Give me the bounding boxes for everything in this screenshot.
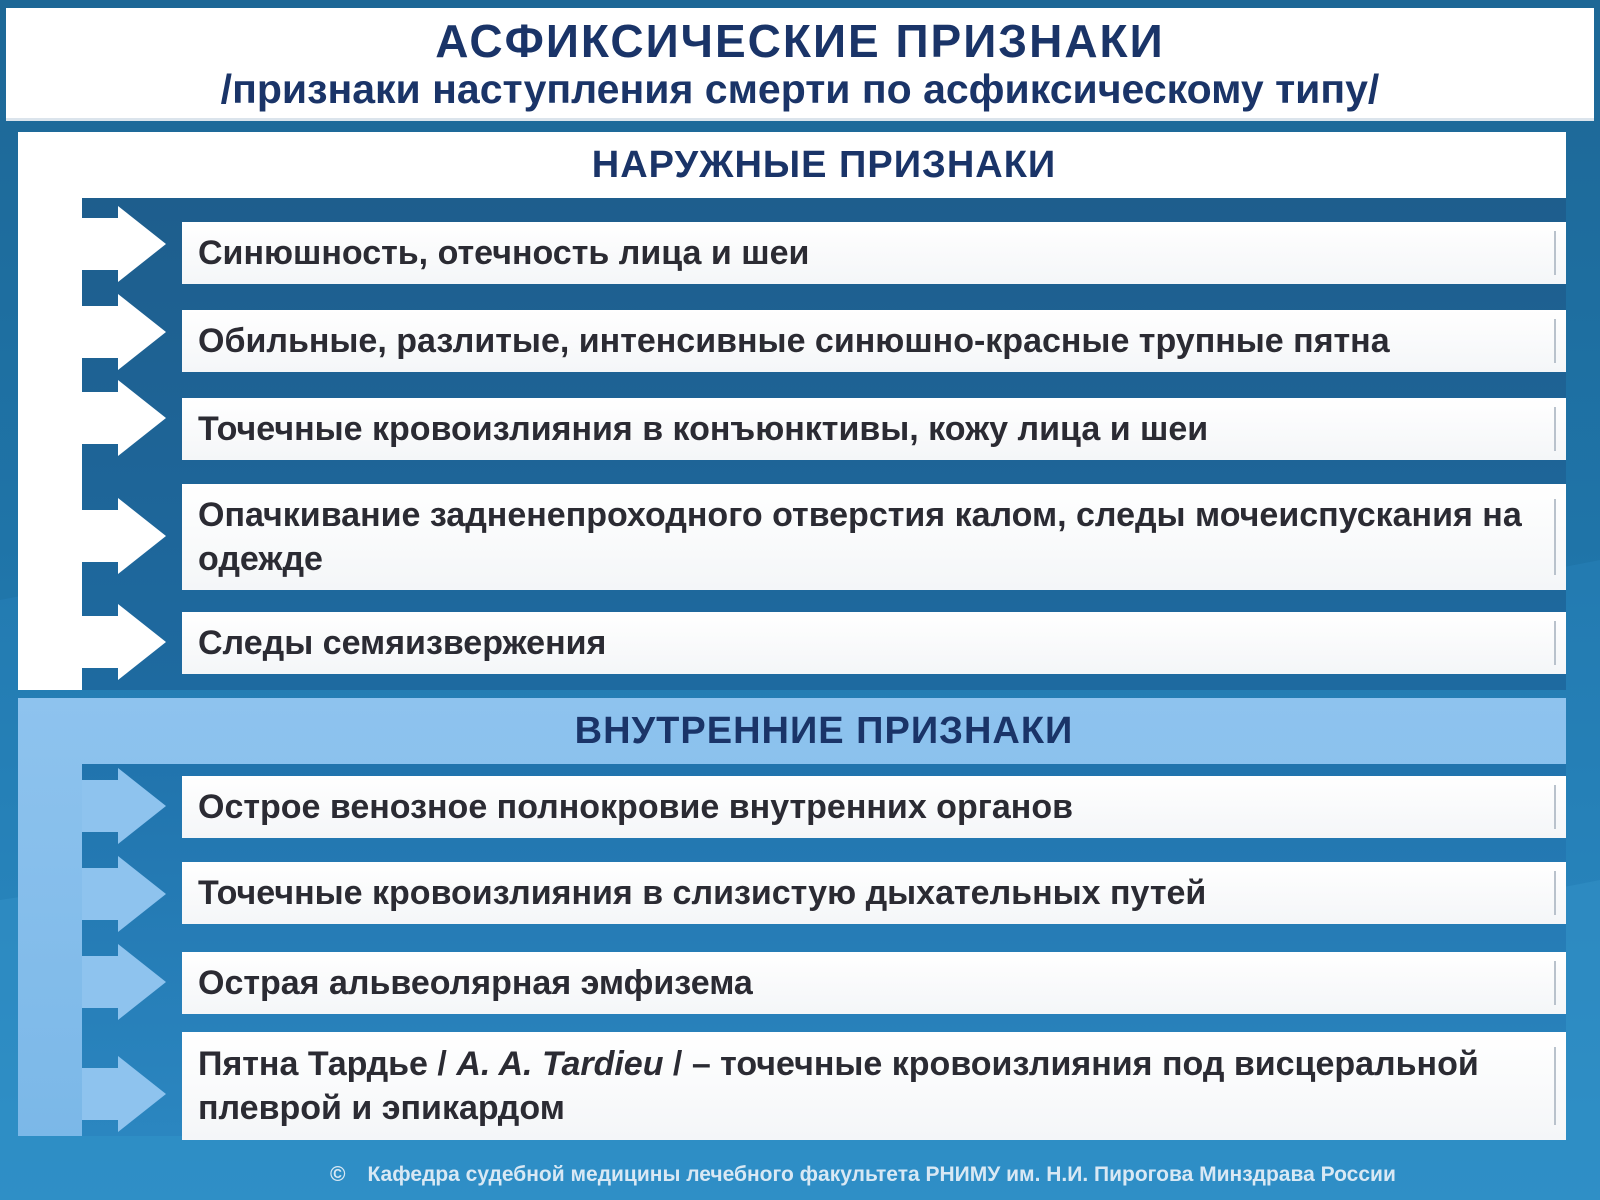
external-sign-text: Обильные, разлитые, интенсивные синюшно-красные трупные пятна	[198, 322, 1390, 360]
external-sign-text: Опачкивание задненепроходного отверстия калом, следы мочеиспускания на одежде	[198, 496, 1522, 578]
page-subtitle: /признаки наступления смерти по асфиксическому типу/	[220, 66, 1380, 112]
tardieu-prefix: Пятна Тардье /	[198, 1045, 457, 1083]
arrow-right-icon	[82, 604, 166, 680]
copyright-icon: ©	[330, 1163, 346, 1186]
arrow-right-icon	[82, 206, 166, 282]
arrow-right-icon	[82, 1056, 166, 1132]
internal-sign-text: Острое венозное полнокровие внутренних органов	[198, 788, 1073, 826]
internal-sign-item	[182, 1032, 1566, 1140]
external-sign-text: Следы семяизвержения	[198, 624, 607, 662]
external-sign-item	[182, 310, 1566, 372]
internal-sign-text	[198, 1042, 1526, 1130]
arrow-right-icon	[82, 944, 166, 1020]
arrow-right-icon	[82, 294, 166, 370]
external-sign-item	[182, 484, 1566, 590]
arrow-right-icon	[82, 380, 166, 456]
external-sign-item	[182, 222, 1566, 284]
title-band	[6, 8, 1594, 121]
tardieu-suffix: / – точечные кровоизлияния под висцеральной плеврой и эпикардом	[198, 1045, 1479, 1127]
internal-section-header: ВНУТРЕННИЕ ПРИЗНАКИ	[574, 710, 1074, 752]
arrow-right-icon	[82, 768, 166, 844]
external-sign-item	[182, 398, 1566, 460]
footer-credit	[330, 1160, 1592, 1190]
page-title: АСФИКСИЧЕСКИЕ ПРИЗНАКИ	[435, 15, 1165, 67]
external-sign-item	[182, 612, 1566, 674]
footer-text: Кафедра судебной медицины лечебного факультета РНИМУ им. Н.И. Пирогова Минздрава России	[367, 1163, 1396, 1186]
internal-sign-item	[182, 952, 1566, 1014]
internal-sign-item	[182, 862, 1566, 924]
external-section-header: НАРУЖНЫЕ ПРИЗНАКИ	[82, 132, 1566, 198]
internal-sign-item	[182, 776, 1566, 838]
arrow-right-icon	[82, 498, 166, 574]
arrow-right-icon	[82, 856, 166, 932]
external-sign-text: Точечные кровоизлияния в конъюнктивы, кожу лица и шеи	[198, 410, 1209, 448]
external-sign-text: Синюшность, отечность лица и шеи	[198, 234, 810, 272]
tardieu-name: A. A. Tardieu	[456, 1045, 664, 1083]
internal-sign-text: Точечные кровоизлияния в слизистую дыхательных путей	[198, 874, 1207, 912]
internal-sign-text: Острая альвеолярная эмфизема	[198, 964, 753, 1002]
